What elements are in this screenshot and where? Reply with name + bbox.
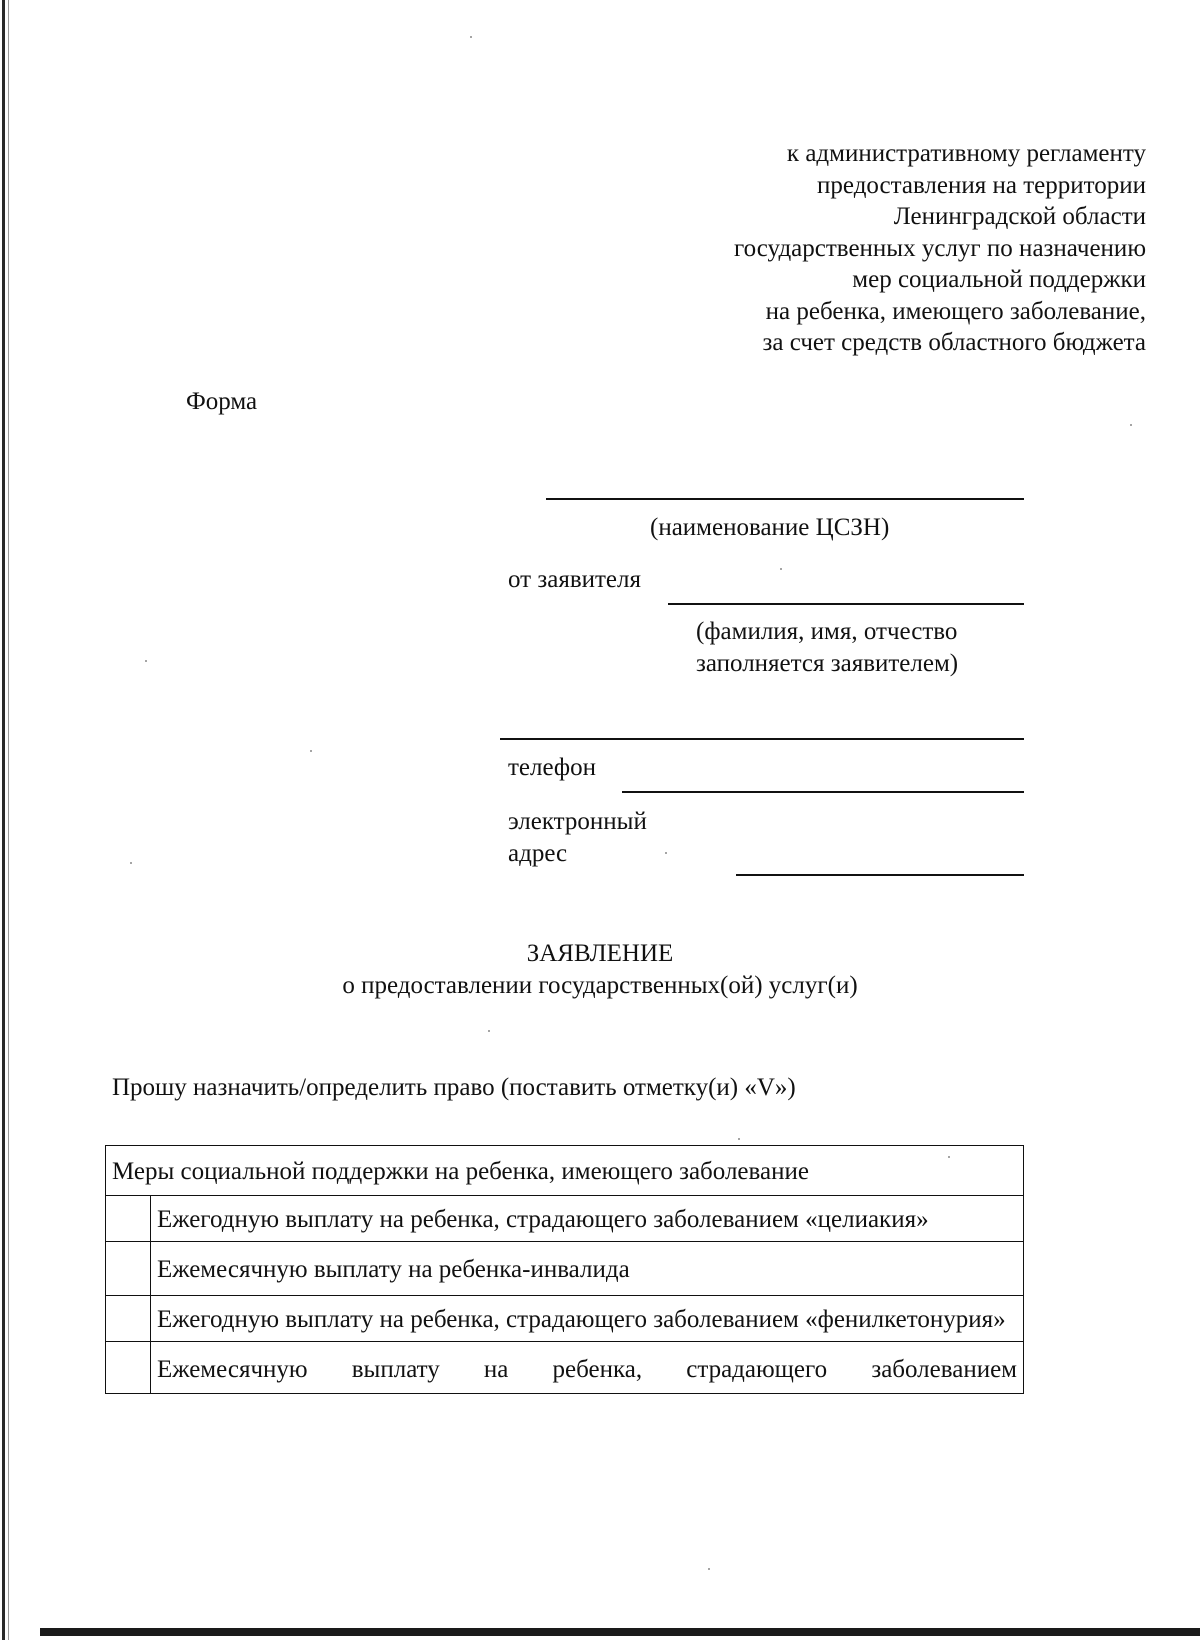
email-field[interactable] xyxy=(736,874,1024,876)
scan-speck xyxy=(708,1568,710,1570)
regulation-header-line: предоставления на территории xyxy=(817,171,1146,199)
document-title: ЗАЯВЛЕНИЕ xyxy=(526,940,674,967)
regulation-header-line: за счет средств областного бюджета xyxy=(762,329,1146,356)
email-label-line1: электронный xyxy=(508,808,647,835)
scan-speck xyxy=(145,660,147,662)
scan-speck xyxy=(780,568,782,570)
scan-edge-left xyxy=(2,0,5,1640)
scan-speck xyxy=(488,1030,490,1032)
table-row xyxy=(106,1242,1024,1296)
scan-edge-left-secondary xyxy=(8,0,9,1640)
applicant-caption-line2: заполняется заявителем) xyxy=(696,650,959,677)
applicant-extra-field[interactable] xyxy=(500,738,1024,740)
scan-speck xyxy=(665,852,667,854)
email-label-line2: адрес xyxy=(508,840,568,867)
phone-field[interactable] xyxy=(622,791,1024,793)
scan-speck xyxy=(130,862,132,864)
measure-checkbox-phenylketonuria[interactable] xyxy=(106,1296,151,1342)
scan-speck xyxy=(470,36,472,38)
measure-checkbox-celiac[interactable] xyxy=(106,1196,151,1242)
phone-label: телефон xyxy=(508,754,596,781)
table-header-row xyxy=(106,1146,1024,1196)
applicant-name-field[interactable] xyxy=(668,603,1024,605)
scan-speck xyxy=(1130,424,1132,426)
table-row xyxy=(106,1296,1024,1342)
table-row xyxy=(106,1342,1024,1394)
applicant-caption-line1: (фамилия, имя, отчество xyxy=(696,618,958,645)
table-row xyxy=(106,1196,1024,1242)
measure-checkbox-monthly-disease[interactable] xyxy=(106,1342,151,1394)
measure-label: Ежегодную выплату на ребенка, страдающего заболеванием «целиакия» xyxy=(151,1196,1024,1242)
support-measures-table xyxy=(105,1145,1024,1394)
regulation-header-line: Ленинградской области xyxy=(893,203,1146,230)
org-name-caption: (наименование ЦСЗН) xyxy=(650,514,890,541)
regulation-header-line: мер социальной поддержки xyxy=(852,266,1146,293)
measure-checkbox-disabled-child[interactable] xyxy=(106,1242,151,1296)
regulation-header xyxy=(734,138,1146,359)
measure-label: Ежегодную выплату на ребенка, страдающего заболеванием «фенилкетонурия» xyxy=(151,1296,1024,1342)
scan-edge-bottom xyxy=(40,1628,1200,1636)
from-applicant-label: от заявителя xyxy=(508,566,641,593)
regulation-header-line: государственных услуг по назначению xyxy=(734,234,1146,262)
table-header: Меры социальной поддержки на ребенка, имеющего заболевание xyxy=(106,1146,1024,1196)
regulation-header-line: к административному регламенту xyxy=(786,140,1146,167)
scan-speck xyxy=(738,1138,740,1140)
regulation-header-line: на ребенка, имеющего заболевание, xyxy=(765,297,1146,325)
form-label: Форма xyxy=(186,388,258,415)
scan-speck xyxy=(310,750,312,752)
measure-label: Ежемесячную выплату на ребенка, страдающего заболеванием xyxy=(151,1342,1024,1394)
org-name-field[interactable] xyxy=(546,498,1024,500)
document-subtitle: о предоставлении государственных(ой) услуг(и) xyxy=(342,972,858,999)
request-instruction: Прошу назначить/определить право (поставить отметку(и) «V») xyxy=(112,1074,796,1101)
measure-label: Ежемесячную выплату на ребенка-инвалида xyxy=(151,1242,1024,1296)
